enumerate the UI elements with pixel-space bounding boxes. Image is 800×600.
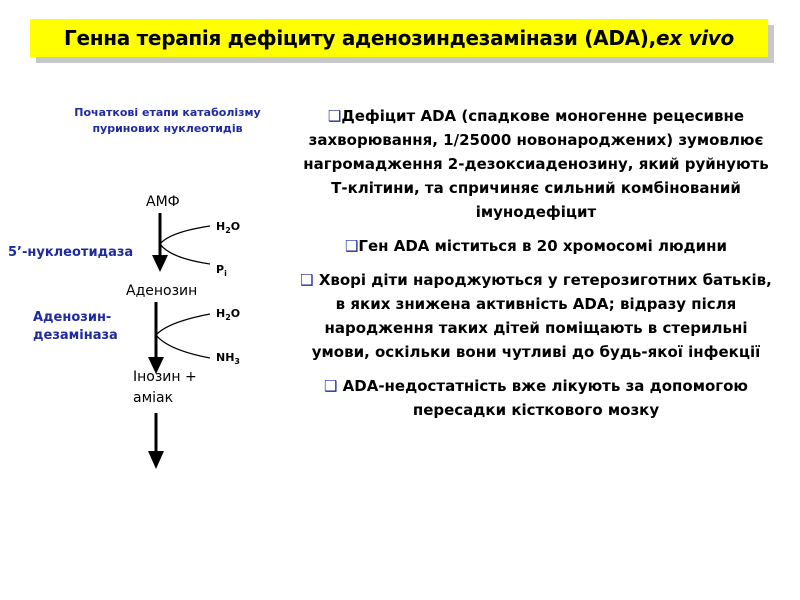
h2o-1-h: H <box>216 220 226 233</box>
nh3-sub: 3 <box>234 357 240 367</box>
pi-sub: i <box>224 269 227 279</box>
label-h2o-2 <box>216 307 240 322</box>
bullet-text: Хворі діти народжуються у гетерозиготних батьків, в яких знижена активність ADA; відразу після народження таких дітей поміщають в стерильні умови, оскільки вони чутливі до будь-якої інфекції <box>311 271 772 361</box>
title-main: Генна терапія дефіциту аденозиндезамінази (ADA), <box>64 26 656 50</box>
h2o-2-sub: 2 <box>225 313 231 323</box>
arrow-3-head <box>148 451 164 469</box>
enzyme2-line-2: дезаміназа <box>33 328 118 343</box>
title-italic: ex vivo <box>655 26 734 50</box>
pi-p: P <box>216 263 225 276</box>
checkbox-icon: ❑ <box>323 377 338 395</box>
arrow-1-head <box>152 255 168 272</box>
bullet-bone-marrow <box>296 374 776 422</box>
bullet-ada-deficiency <box>296 104 776 224</box>
label-amp: АМФ <box>146 194 180 210</box>
nh3-nh: NH <box>216 351 235 364</box>
label-enzyme-deaminase <box>33 309 118 345</box>
enzyme2-line-1: Аденозин- <box>33 310 112 325</box>
bullet-text: Дефіцит ADA (спадкове моногенне рецесивне захворювання, 1/25000 новонароджених) зумовлює нагромадження 2-дезоксиаденозину, який руйнують Т-клітини, та спричиняє сильний комбінований імунодефіцит <box>303 107 769 221</box>
label-nh3 <box>216 351 240 366</box>
checkbox-icon: ❑ <box>300 271 314 289</box>
label-enzyme-nucleotidase: 5’-нуклеотидаза <box>8 245 134 260</box>
caption-line-2: пуринових нуклеотидів <box>92 122 243 135</box>
arrow-1-curve <box>160 226 210 264</box>
h2o-1-sub: 2 <box>225 226 231 236</box>
inosine-line-1: Інозин + <box>133 369 197 385</box>
bullet-heterozygous-parents <box>296 268 776 364</box>
label-adenosine: Аденозин <box>126 283 198 299</box>
label-inosine <box>133 367 197 409</box>
caption-line-1: Початкові етапи катаболізму <box>74 106 261 119</box>
checkbox-icon: ❑ <box>344 237 359 255</box>
checkbox-icon: ❑ <box>327 107 342 125</box>
bullet-text: ADA-недостатність вже лікують за допомогою пересадки кісткового мозку <box>337 377 749 419</box>
h2o-2-h: H <box>216 307 226 320</box>
h2o-1-o: O <box>230 220 241 233</box>
label-h2o-1 <box>216 220 240 235</box>
inosine-line-2: аміак <box>133 390 174 406</box>
h2o-2-o: O <box>230 307 241 320</box>
bullet-list <box>296 104 776 432</box>
arrow-2-curve <box>156 314 210 358</box>
label-pi <box>216 263 227 278</box>
bullet-ada-gene <box>296 234 776 258</box>
bullet-text: Ген ADA міститься в 20 хромосомі людини <box>358 237 728 255</box>
